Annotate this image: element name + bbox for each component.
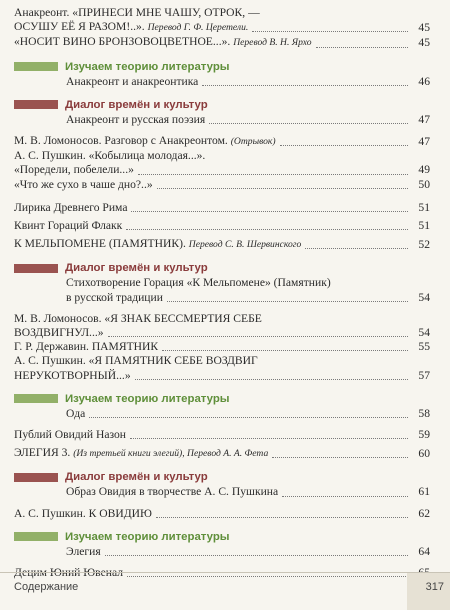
toc-entry[interactable]	[14, 428, 430, 442]
leader-dots	[282, 496, 408, 497]
leader-dots	[209, 123, 408, 124]
entry-title: К МЕЛЬПОМЕНЕ (ПАМЯТНИК).	[14, 237, 186, 251]
toc-entry-continuation[interactable]	[14, 326, 430, 340]
leader-dots	[131, 211, 408, 212]
section-label: Диалог времён и культур	[65, 98, 208, 111]
page-number: 49	[418, 163, 430, 177]
page-number: 57	[418, 368, 430, 382]
toc-entry[interactable]	[14, 237, 430, 252]
entry-title: «НОСИТ ВИНО БРОНЗОВОЦВЕТНОЕ...».	[14, 35, 231, 49]
toc-entry[interactable]	[14, 485, 430, 499]
page-number: 45	[418, 36, 430, 50]
toc-entry-continuation[interactable]	[14, 163, 430, 177]
toc-entry[interactable]	[14, 312, 430, 326]
page-number: 51	[418, 219, 430, 233]
entry-title: Лирика Древнего Рима	[14, 200, 128, 214]
leader-dots	[305, 248, 408, 249]
section-label: Изучаем теорию литературы	[65, 60, 230, 73]
table-of-contents	[14, 6, 430, 580]
leader-dots	[138, 174, 408, 175]
section-heading-theory	[14, 530, 430, 544]
entry-title: Анакреонт и русская поэзия	[66, 112, 206, 126]
entry-translator: Перевод В. Н. Ярхо	[233, 37, 312, 49]
page-number: 46	[418, 74, 430, 88]
toc-entry[interactable]	[14, 276, 430, 290]
page-number: 64	[418, 544, 430, 558]
entry-title: М. В. Ломоносов. «Я ЗНАК БЕССМЕРТИЯ СЕБЕ	[14, 311, 262, 325]
leader-dots	[135, 379, 408, 380]
entry-title: Децим Юний Ювенал	[14, 566, 123, 580]
entry-title: «Что же сухо в чаше дно?..»	[14, 177, 153, 191]
entry-title: Стихотворение Горация «К Мельпомене» (Памятник)	[66, 276, 331, 290]
section-label: Изучаем теорию литературы	[65, 530, 230, 543]
leader-dots	[156, 517, 408, 518]
entry-title: М. В. Ломоносов. Разговор с Анакреонтом.	[14, 134, 228, 148]
section-heading-dialog	[14, 261, 430, 275]
toc-entry-continuation[interactable]	[14, 20, 430, 35]
toc-entry[interactable]	[14, 340, 430, 354]
entry-translator: (Из третьей книги элегий), Перевод А. А. Фета	[73, 448, 269, 460]
toc-entry[interactable]	[14, 149, 430, 163]
page-number: 59	[418, 428, 430, 442]
page-number: 54	[418, 326, 430, 340]
leader-dots	[252, 31, 408, 32]
entry-translator: Перевод Г. Ф. Церетели.	[147, 22, 249, 34]
entry-title-cont: ВОЗДВИГНУЛ...»	[14, 326, 104, 340]
entry-title-cont: «Поредели, побелели...»	[14, 163, 134, 177]
leader-dots	[105, 555, 408, 556]
page-number: 50	[418, 177, 430, 191]
section-bar	[14, 264, 58, 273]
toc-entry[interactable]	[14, 134, 430, 149]
leader-dots	[272, 457, 408, 458]
page-number-box	[407, 573, 450, 610]
section-bar	[14, 394, 58, 403]
leader-dots	[202, 85, 408, 86]
entry-title: Квинт Гораций Флакк	[14, 219, 123, 233]
entry-title: Ода	[66, 406, 86, 420]
entry-title: Элегия	[66, 544, 101, 558]
entry-title: А. С. Пушкин. «Я ПАМЯТНИК СЕБЕ ВОЗДВИГ	[14, 354, 258, 368]
footer-page-number: 317	[425, 581, 444, 593]
page-number: 60	[418, 447, 430, 461]
toc-entry[interactable]	[14, 113, 430, 127]
section-heading-theory	[14, 60, 430, 74]
section-label: Диалог времён и культур	[65, 471, 208, 484]
entry-title: Г. Р. Державин. ПАМЯТНИК	[14, 340, 159, 354]
section-bar	[14, 473, 58, 482]
page-number: 61	[418, 485, 430, 499]
toc-entry[interactable]	[14, 219, 430, 233]
entry-translator: Перевод С. В. Шервинского	[188, 239, 302, 251]
toc-entry[interactable]	[14, 354, 430, 368]
toc-entry[interactable]	[14, 407, 430, 421]
entry-title: Публий Овидий Назон	[14, 428, 127, 442]
page-number: 62	[418, 506, 430, 520]
entry-title: ЭЛЕГИЯ 3.	[14, 446, 71, 460]
leader-dots	[167, 301, 408, 302]
leader-dots	[126, 229, 408, 230]
section-heading-theory	[14, 392, 430, 406]
toc-entry[interactable]	[14, 446, 430, 461]
section-bar	[14, 532, 58, 541]
page-number: 52	[418, 238, 430, 252]
entry-title-cont: в русской традиции	[66, 290, 163, 304]
toc-entry[interactable]	[14, 35, 430, 50]
entry-title-cont: ОСУШУ ЕЁ Я РАЗОМ!..».	[14, 20, 145, 34]
entry-title: А. С. Пушкин. К ОВИДИЮ	[14, 506, 152, 520]
entry-note: (Отрывок)	[230, 136, 276, 148]
page-number: 47	[418, 112, 430, 126]
page-number: 55	[418, 340, 430, 354]
toc-entry-continuation[interactable]	[14, 291, 430, 305]
section-label: Изучаем теорию литературы	[65, 392, 230, 405]
toc-entry[interactable]	[14, 201, 430, 215]
page-number: 58	[418, 406, 430, 420]
page-number: 51	[418, 200, 430, 214]
toc-entry[interactable]	[14, 75, 430, 89]
entry-title-cont: НЕРУКОТВОРНЫЙ...»	[14, 368, 131, 382]
toc-entry[interactable]	[14, 6, 430, 20]
section-label: Диалог времён и культур	[65, 262, 208, 275]
leader-dots	[157, 188, 408, 189]
section-heading-dialog	[14, 98, 430, 112]
toc-entry[interactable]	[14, 178, 430, 192]
section-heading-dialog	[14, 470, 430, 484]
section-bar	[14, 62, 58, 71]
entry-title: Образ Овидия в творчестве А. С. Пушкина	[66, 485, 279, 499]
entry-title: Анакреонт. «ПРИНЕСИ МНЕ ЧАШУ, ОТРОК, —	[14, 6, 260, 19]
toc-entry[interactable]	[14, 507, 430, 521]
leader-dots	[280, 145, 408, 146]
leader-dots	[130, 438, 408, 439]
page-number: 45	[418, 21, 430, 35]
toc-entry[interactable]	[14, 545, 430, 559]
page-number: 54	[418, 290, 430, 304]
page-footer	[0, 572, 450, 610]
page-number: 47	[418, 135, 430, 149]
toc-entry-continuation[interactable]	[14, 369, 430, 383]
footer-label: Содержание	[14, 581, 79, 593]
section-bar	[14, 100, 58, 109]
leader-dots	[108, 336, 408, 337]
entry-title: Анакреонт и анакреонтика	[66, 74, 199, 88]
leader-dots	[162, 350, 408, 351]
leader-dots	[316, 47, 408, 48]
leader-dots	[89, 417, 408, 418]
entry-title: А. С. Пушкин. «Кобылица молодая...».	[14, 149, 206, 163]
